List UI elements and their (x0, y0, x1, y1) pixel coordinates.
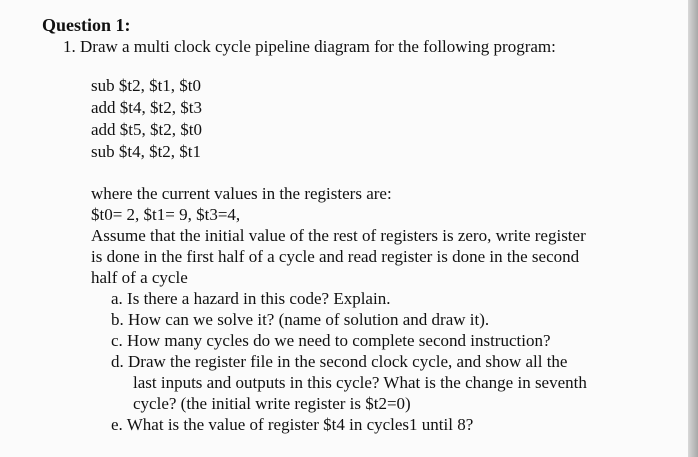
registers-intro: where the current values in the registers are: (91, 184, 392, 203)
subquestion-label: c. (111, 331, 123, 350)
subquestion-text: How can we solve it? (name of solution and draw it). (128, 310, 490, 329)
code-line: sub $t2, $t1, $t0 (91, 76, 202, 95)
assumption-line: half of a cycle (91, 268, 188, 287)
code-line: sub $t4, $t2, $t1 (91, 142, 202, 161)
register-values: $t0= 2, $t1= 9, $t3=4, (91, 205, 241, 224)
subquestion-label: a. (111, 289, 123, 308)
subquestion-label: d. (111, 352, 124, 371)
subquestion-b (111, 310, 489, 330)
subquestion-c (111, 331, 551, 351)
question-heading: Question 1: (42, 15, 131, 35)
subquestion-d (111, 352, 567, 372)
subquestion-label: b. (111, 310, 124, 329)
subquestion-label: e. (111, 415, 123, 434)
question-item (63, 37, 556, 57)
subquestion-text: How many cycles do we need to complete second instruction? (127, 331, 551, 350)
item-text: Draw a multi clock cycle pipeline diagram for the following program: (80, 37, 556, 56)
item-number: 1. (63, 37, 76, 56)
subquestion-text: What is the value of register $t4 in cycles1 until 8? (126, 415, 474, 434)
code-line: add $t5, $t2, $t0 (91, 120, 202, 139)
code-line: add $t4, $t2, $t3 (91, 98, 202, 117)
assumption-line: Assume that the initial value of the rest of registers is zero, write register (91, 226, 586, 245)
subquestion-continuation: last inputs and outputs in this cycle? What is the change in seventh (133, 373, 587, 392)
page-edge-shadow (688, 0, 698, 457)
assumption-line: is done in the first half of a cycle and read register is done in the second (91, 247, 580, 266)
subquestion-continuation: cycle? (the initial write register is $t2=0) (133, 394, 411, 413)
subquestion-e (111, 415, 473, 435)
subquestion-a (111, 289, 390, 309)
subquestion-text: Is there a hazard in this code? Explain. (127, 289, 391, 308)
subquestion-text: Draw the register file in the second clock cycle, and show all the (128, 352, 568, 371)
